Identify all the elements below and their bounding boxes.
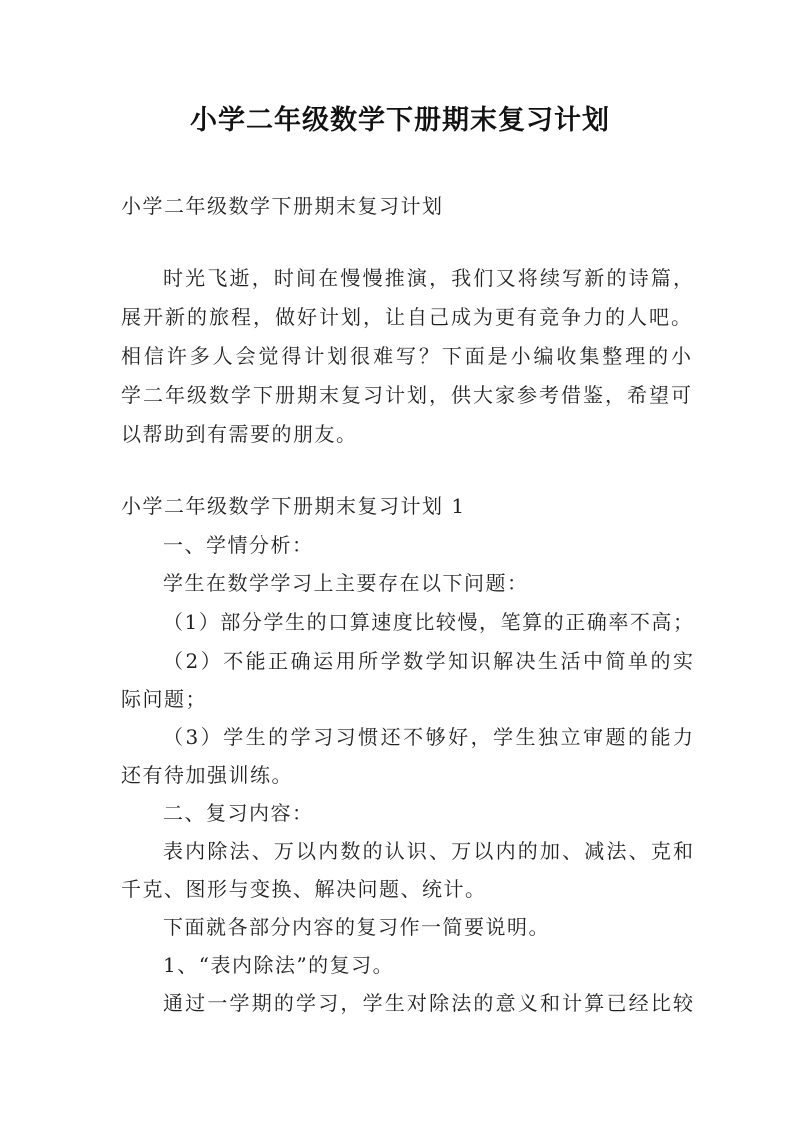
issue-2-continued: 际问题； [121,687,207,711]
intro-line-2: 展开新的旅程，做好计划，让自己成为更有竞争力的人吧。 [121,305,691,329]
intro-line-3: 相信许多人会觉得计划很难写？下面是小编收集整理的小 [121,344,691,368]
intro-line-1: 时光飞逝，时间在慢慢推演，我们又将续写新的诗篇， [163,266,693,290]
intro-line-4: 学二年级数学下册期末复习计划，供大家参考借鉴，希望可 [121,383,691,407]
issue-3: （3）学生的学习习惯还不够好，学生独立审题的能力 [163,725,693,749]
issue-1: （1）部分学生的口算速度比较慢，笔算的正确率不高； [163,610,693,634]
part2-heading: 二、复习内容： [163,801,314,825]
part2-note: 下面就各部分内容的复习作一简要说明。 [163,915,550,939]
item1-text: 通过一学期的学习，学生对除法的意义和计算已经比较 [163,991,693,1015]
part1-heading: 一、学情分析： [163,533,314,557]
part2-content-2: 千克、图形与变换、解决问题、统计。 [121,877,487,901]
issue-2: （2）不能正确运用所学数学知识解决生活中简单的实 [163,649,693,673]
part2-content-1: 表内除法、万以内数的认识、万以内的加、减法、克和 [163,839,693,863]
document-title: 小学二年级数学下册期末复习计划 [190,105,610,136]
issue-3-continued: 还有待加强训练。 [121,763,293,787]
section-heading: 小学二年级数学下册期末复习计划 1 [121,494,466,518]
document-subtitle: 小学二年级数学下册期末复习计划 [121,194,444,218]
item1-heading: 1、“表内除法”的复习。 [163,953,395,977]
intro-line-5: 以帮助到有需要的朋友。 [121,422,358,446]
part1-lead: 学生在数学学习上主要存在以下问题： [163,571,529,595]
